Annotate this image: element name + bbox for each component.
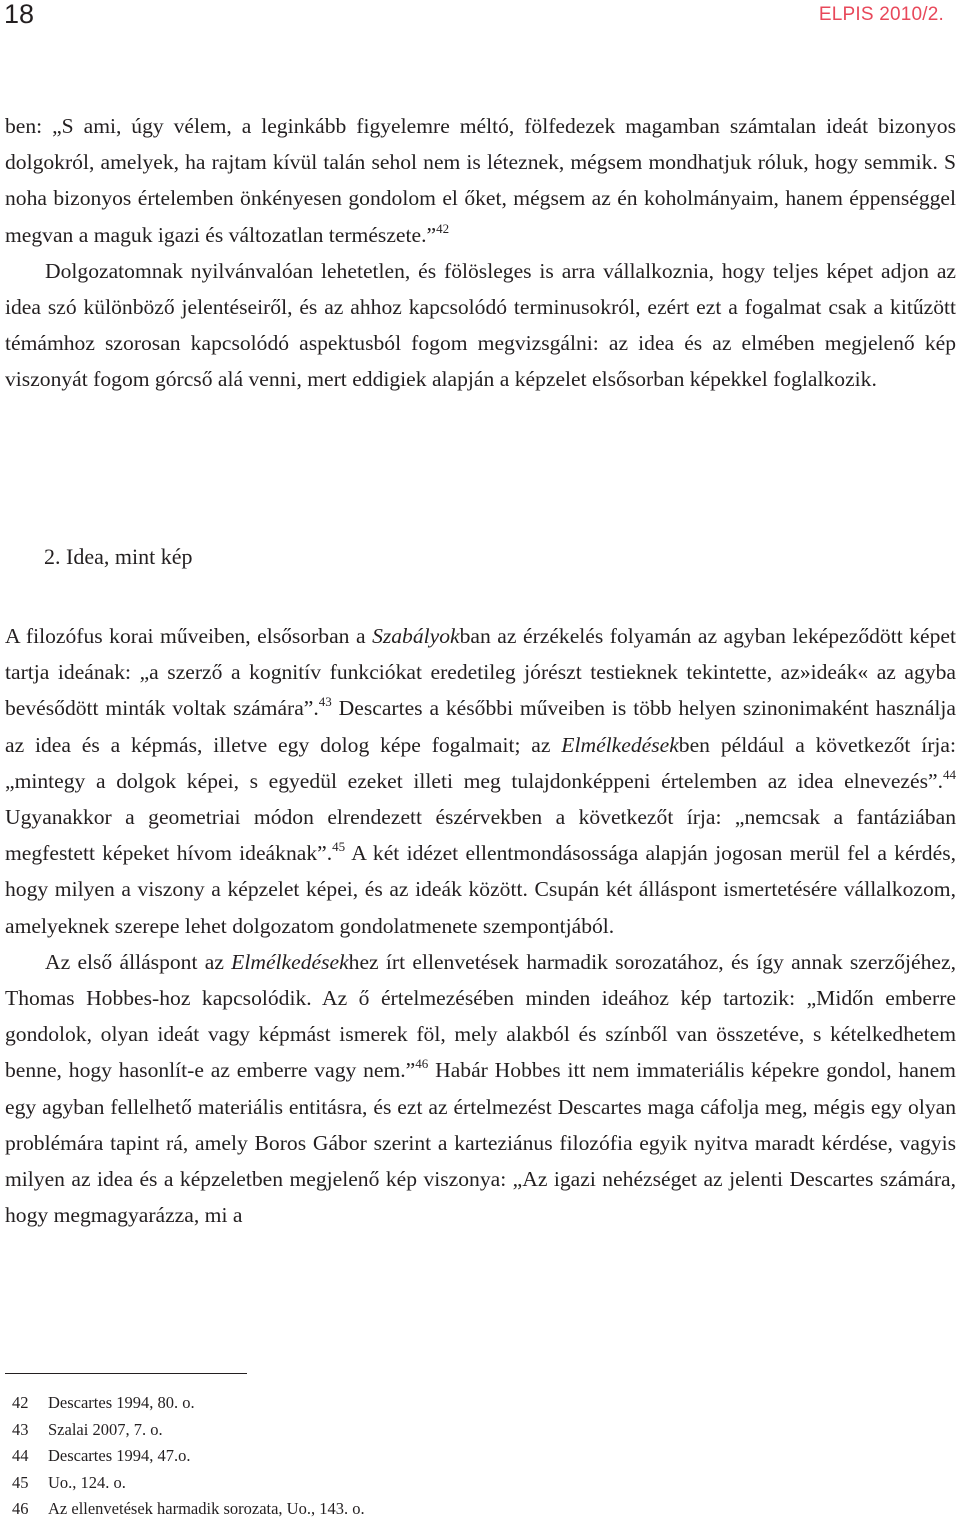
paragraph-hobbes xyxy=(5,944,956,1234)
text-run: A két idézet ellentmondásossága alapján jogosan merül fel a kérdés, hogy milyen a viszony a képzelet képei, és az ideák között. Csupán két álláspont ismertetésére vállalkozom, amelyeknek szerepe lehet dolgozatom gondolatmenete szempontjából. xyxy=(5,841,956,938)
footnote-item xyxy=(12,1496,365,1523)
footnote-ref-46[interactable]: 46 xyxy=(415,1056,429,1072)
footnote-divider xyxy=(5,1373,247,1374)
footnote-text: Az ellenvetések harmadik sorozata, Uo., 143. o. xyxy=(48,1499,365,1518)
paragraph-text: ben: „S ami, úgy vélem, a leginkább figyelemre méltó, fölfedezek magamban számtalan ideát bizonyos dolgokról, amelyek, ha rajtam kívül talán sehol nem is léteznek, mégsem mondhatjuk róluk, hogy semmik. S noha bizonyos értelemben önkényesen gondolom el őket, mégsem az én koholmányaim, hanem éppenséggel megvan a maguk igazi és változatlan természete.” xyxy=(5,114,956,247)
footnote-number: 45 xyxy=(12,1472,29,1492)
footnote-ref-43[interactable]: 43 xyxy=(318,694,332,710)
journal-title: ELPIS 2010/2. xyxy=(818,4,944,25)
footnote-item xyxy=(12,1417,365,1444)
footnote-number: 43 xyxy=(12,1419,29,1439)
footnote-text: Descartes 1994, 80. o. xyxy=(48,1393,195,1412)
paragraph-scope: Dolgozatomnak nyilvánvalóan lehetetlen, és fölösleges is arra vállalkoznia, hogy teljes képet adjon az idea szó különböző jelentéseiről, és az ahhoz kapcsolódó terminusokról, ezért ezt a fogalmat csak a kitűzött témámhoz szorosan kapcsolódó aspektusból fogom megvizsgálni: az idea és az elmében megjelenő kép viszonyát fogom górcső alá venni, mert eddigiek alapján a képzelet elsősorban képekkel foglalkozik. xyxy=(5,258,956,392)
page-header xyxy=(0,0,960,34)
text-run: A filozófus korai műveiben, elsősorban a xyxy=(5,624,373,648)
section-body xyxy=(5,618,956,1233)
footnote-item xyxy=(12,1443,365,1470)
text-run: ban az érzékelés folyamán az agyban leképeződött képet tartja ideának: „a szerző a kognitív funkciókat eredetileg jórészt testieknek tekintette, az»ideák« az agyba bevésődött minták voltak számára”. xyxy=(5,624,956,721)
footnote-text: Descartes 1994, 47.o. xyxy=(48,1446,191,1465)
footnote-item xyxy=(12,1390,365,1417)
footnote-ref-45[interactable]: 45 xyxy=(332,839,346,855)
text-run: ben például a következőt írja: „mintegy a dolgok képei, s egyedül ezeket illeti meg tulajdonképpeni értelemben az idea elnevezés”. xyxy=(5,732,956,793)
footnote-ref-42[interactable]: 42 xyxy=(436,220,450,236)
paragraph-idea-image xyxy=(5,618,956,944)
paragraph-quote xyxy=(5,108,956,253)
text-run: Az első álláspont az xyxy=(45,949,232,974)
footnote-item xyxy=(12,1470,365,1497)
text-run: Habár Hobbes itt nem immateriális képekre gondol, hanem egy agyban fellelhető materiális entitásra, és ezt az értelmezést Descartes maga cáfolja meg, mégis egy olyan problémára tapint rá, amely Boros Gábor szerint a karteziánus filozófia egyik nyitva maradt kérdése, vagyis milyen az idea és a képzeletben megjelenő kép viszonya: „Az igazi nehézséget az jelenti Descartes számára, hogy megmagyarázza, mi a xyxy=(5,1058,956,1228)
italic-title-szabalyok: Szabályok xyxy=(372,624,460,648)
text-run: Descartes a későbbi műveiben is több helyen szinonimaként használja az idea és a képmás, illetve egy dolog képe fogalmait; az xyxy=(5,696,956,757)
intro-text xyxy=(5,108,956,398)
italic-title-elmelkedesek: Elmélkedések xyxy=(561,732,679,757)
text-run: Ugyanakkor a geometriai módon elrendezett észérvekben a következőt írja: „nemcsak a fantáziában megfestett képeket hívom ideáknak”. xyxy=(5,805,956,866)
footnote-number: 46 xyxy=(12,1499,29,1518)
page-number: 18 xyxy=(4,0,35,29)
footnote-number: 42 xyxy=(12,1393,29,1412)
footnote-ref-44[interactable]: 44 xyxy=(943,766,956,782)
italic-title-elmelkedesek: Elmélkedések xyxy=(231,949,349,974)
footnote-text: Uo., 124. o. xyxy=(48,1472,126,1492)
section-heading: 2. Idea, mint kép xyxy=(44,544,193,569)
footnote-number: 44 xyxy=(12,1446,29,1465)
text-run: hez írt ellenvetések harmadik sorozatához, és így annak szerzőjéhez, Thomas Hobbes-hoz kapcsolódik. Az ő értelmezésében minden ideához kép tartozik: „Midőn emberre gondolok, olyan ideát vagy képmást ismerek föl, mely alakból és színből van összetéve, s kételkedhetem benne, hogy hasonlít-e az emberre vagy nem.” xyxy=(5,949,956,1083)
footnotes-list xyxy=(12,1390,365,1523)
footnote-text: Szalai 2007, 7. o. xyxy=(48,1419,163,1439)
